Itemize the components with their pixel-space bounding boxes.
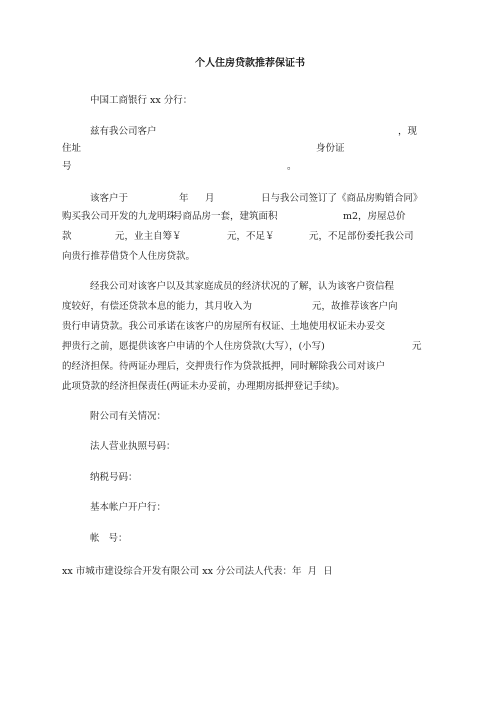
guarantee-line-2-end: 元，故推荐该客户向 xyxy=(312,301,398,312)
id-card-label: 身份证 xyxy=(316,143,345,154)
business-license-field: 法人营业执照号码： xyxy=(90,441,176,452)
year-label: 年 xyxy=(179,193,189,204)
shortfall-text: 元，不足￥ xyxy=(227,231,275,242)
price-label: 款 xyxy=(62,231,72,242)
guarantee-line-1: 经我公司对该客户以及其家庭成员的经济状况的了解，认为该客户资信程 xyxy=(90,281,395,292)
entrust-text: 元，不足部份委托我公司 xyxy=(309,231,414,242)
bank-account-field: 基本帐户开户行： xyxy=(90,502,167,513)
guarantee-line-4: 押贵行之前，愿提供该客户申请的个人住房贷款(大写），(小写) xyxy=(62,341,325,352)
guarantee-line-2: 度较好，有偿还贷款本息的能力，其月收入为 xyxy=(62,301,253,312)
area-text: 号商品房一套，建筑面积 xyxy=(173,211,278,222)
address-label: 住址 xyxy=(62,143,82,154)
total-price-text: m2，房屋总价 xyxy=(343,211,406,222)
account-number-field: 帐 号： xyxy=(90,533,128,544)
client-intro-suffix: ，现 xyxy=(398,126,418,137)
guarantee-line-4-end: 元 xyxy=(412,341,422,352)
guarantee-line-6: 此项贷款的经济担保责任(两证未办妥前，办理期房抵押登记手续)。 xyxy=(62,381,345,392)
purchase-text: 购买我公司开发的九龙明珠 xyxy=(62,211,177,222)
attachments-heading: 附公司有关情况： xyxy=(90,411,167,422)
month-label: 月 xyxy=(205,193,215,204)
tax-number-field: 纳税号码： xyxy=(90,472,138,483)
period-mark: 。 xyxy=(287,161,297,172)
day-contract-text: 日与我公司签订了《商品房购销合同》 xyxy=(261,193,423,204)
guarantee-line-5: 的经济担保。待两证办理后，交押贵行作为贷款抵押，同时解除我公司对该户 xyxy=(62,361,386,372)
contract-date-prefix: 该客户于 xyxy=(90,193,129,204)
guarantee-line-3: 贵行申请贷款。我公司承诺在该客户的房屋所有权证、土地使用权证未办妥交 xyxy=(62,321,386,332)
id-number-label: 号 xyxy=(62,161,72,172)
client-intro-text: 兹有我公司客户 xyxy=(90,126,157,137)
recommend-text: 向贵行推荐借贷个人住房贷款。 xyxy=(62,251,196,262)
self-funded-text: 元，业主自筹￥ xyxy=(115,231,182,242)
salutation: 中国工商银行 xx 分行： xyxy=(90,95,193,106)
footer-signature: xx 市城市建设综合开发有限公司 xx 分公司法人代表：年 月 日 xyxy=(62,566,333,577)
document-title: 个人住房贷款推荐保证书 xyxy=(195,58,305,69)
